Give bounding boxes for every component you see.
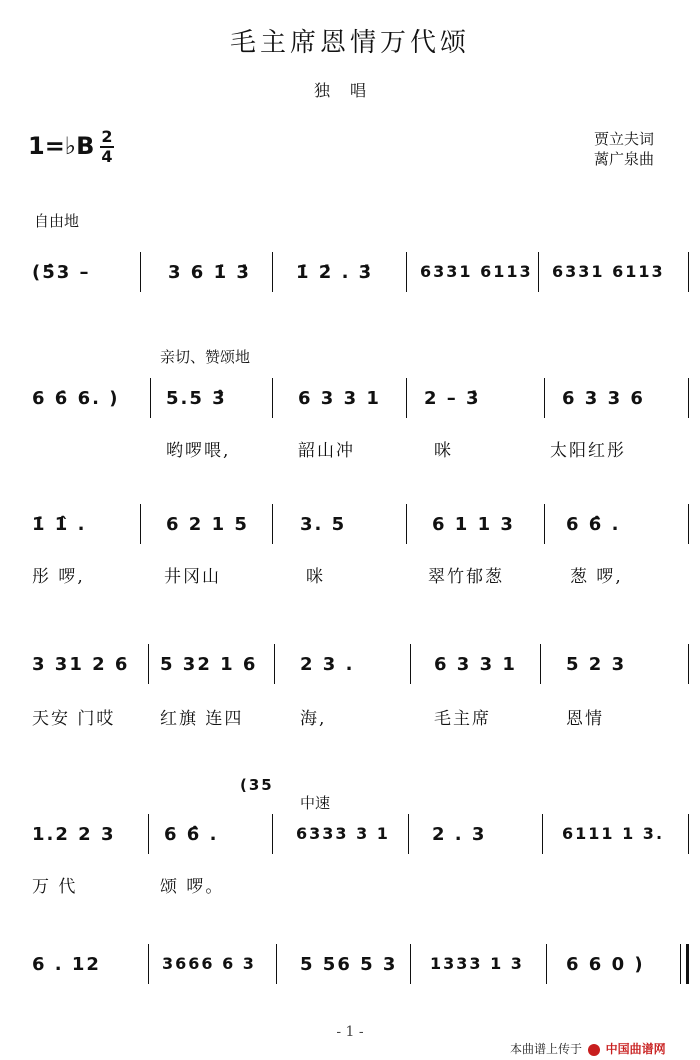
tempo-free: 自由地	[34, 212, 80, 230]
measure: 6 2 1 5	[166, 514, 249, 535]
barline	[274, 644, 275, 684]
footer-site-link[interactable]: 中国曲谱网	[605, 1042, 666, 1056]
lyric: 咪	[434, 441, 453, 461]
measure: 5 56 5 3	[300, 954, 398, 975]
barline	[148, 644, 149, 684]
lyric: 天安 门哎	[32, 709, 116, 729]
barline	[542, 814, 543, 854]
barline	[688, 252, 689, 292]
barline	[406, 252, 407, 292]
lyric: 井冈山	[164, 567, 221, 587]
measure: 5 2 3	[566, 654, 627, 675]
measure: 6 3 3 1	[298, 388, 381, 409]
tempo-moderate: 中速	[300, 794, 331, 812]
key-signature: 1=♭B	[28, 132, 95, 160]
barline	[148, 814, 149, 854]
measure: 6 6̂ .	[164, 824, 219, 845]
time-bottom: 4	[101, 147, 113, 166]
barline	[688, 378, 689, 418]
lyric: 彤 啰,	[32, 567, 85, 587]
barline	[406, 378, 407, 418]
measure: 6 6̇ 6. )	[32, 388, 120, 409]
page-number: - 1 -	[336, 1024, 364, 1040]
measure: 5 32 1 6	[160, 654, 258, 675]
lyric: 葱 啰,	[570, 567, 623, 587]
measure: 5.5 3̂	[166, 388, 227, 409]
lyric: 翠竹郁葱	[428, 567, 504, 587]
measure: 3666 6 3	[162, 954, 256, 973]
lyric: 万 代	[32, 877, 78, 897]
measure: 1333 1 3	[430, 954, 524, 973]
measure: 1̇ 1̂ .	[32, 514, 87, 535]
lyric: 颂 啰。	[160, 877, 225, 897]
lyric: 海,	[300, 709, 327, 729]
measure: 1̇ 2̇ . 3̇	[296, 262, 374, 283]
measure: 6 1 1 3	[432, 514, 515, 535]
measure: 2 – 3̇	[424, 388, 481, 409]
measure: (5̂3 –	[32, 262, 91, 283]
lyric: 哟啰喂,	[166, 441, 231, 461]
measure: 2 . 3	[432, 824, 487, 845]
barline	[410, 644, 411, 684]
barline	[272, 378, 273, 418]
time-top: 2	[101, 127, 113, 146]
barline	[688, 504, 689, 544]
measure: 1.2 2 3	[32, 824, 116, 845]
barline	[540, 644, 541, 684]
barline	[276, 944, 277, 984]
barline	[680, 944, 681, 984]
barline	[148, 944, 149, 984]
barline	[410, 944, 411, 984]
barline	[688, 644, 689, 684]
barline	[544, 378, 545, 418]
lyric: 恩情	[566, 709, 604, 729]
barline	[140, 504, 141, 544]
measure: 6111 1 3.	[562, 824, 665, 843]
lyric: 咪	[306, 567, 325, 587]
final-barline	[686, 944, 689, 984]
lyric: 韶山冲	[298, 441, 355, 461]
measure: 3 6 1̇ 3̇	[168, 262, 251, 283]
measure: 6333 3 1	[296, 824, 390, 843]
measure: 6 . 12	[32, 954, 101, 975]
lyric: 红旗 连四	[160, 709, 244, 729]
barline	[544, 504, 545, 544]
footer-text: 本曲谱上传于	[510, 1042, 583, 1056]
barline	[538, 252, 539, 292]
measure: 6 6 0 )	[566, 954, 645, 975]
measure: 6 3 3 6	[562, 388, 645, 409]
tempo-tender: 亲切、赞颂地	[160, 348, 251, 366]
measure: 2 3 .	[300, 654, 355, 675]
barline	[272, 504, 273, 544]
barline	[150, 378, 151, 418]
barline	[408, 814, 409, 854]
measure: 3. 5	[300, 514, 347, 535]
rehearsal-mark: (35	[240, 776, 274, 794]
composer: 蓠广泉曲	[594, 150, 655, 168]
footer	[510, 1040, 666, 1057]
barline	[272, 252, 273, 292]
measure: 3 31 2 6	[32, 654, 130, 675]
site-logo-icon	[588, 1044, 600, 1056]
measure: 6 6̂ .	[566, 514, 621, 535]
lyricist: 贾立夫词	[594, 130, 655, 148]
time-signature	[100, 128, 114, 166]
barline	[140, 252, 141, 292]
lyric: 太阳红彤	[550, 441, 626, 461]
lyric: 毛主席	[434, 709, 491, 729]
page-title: 毛主席恩情万代颂	[229, 28, 470, 58]
barline	[546, 944, 547, 984]
barline	[688, 814, 689, 854]
barline	[272, 814, 273, 854]
subtitle: 独唱	[313, 81, 386, 100]
measure: 6331 6113	[552, 262, 665, 281]
measure: 6331 6113	[420, 262, 533, 281]
measure: 6 3 3 1	[434, 654, 517, 675]
barline	[406, 504, 407, 544]
